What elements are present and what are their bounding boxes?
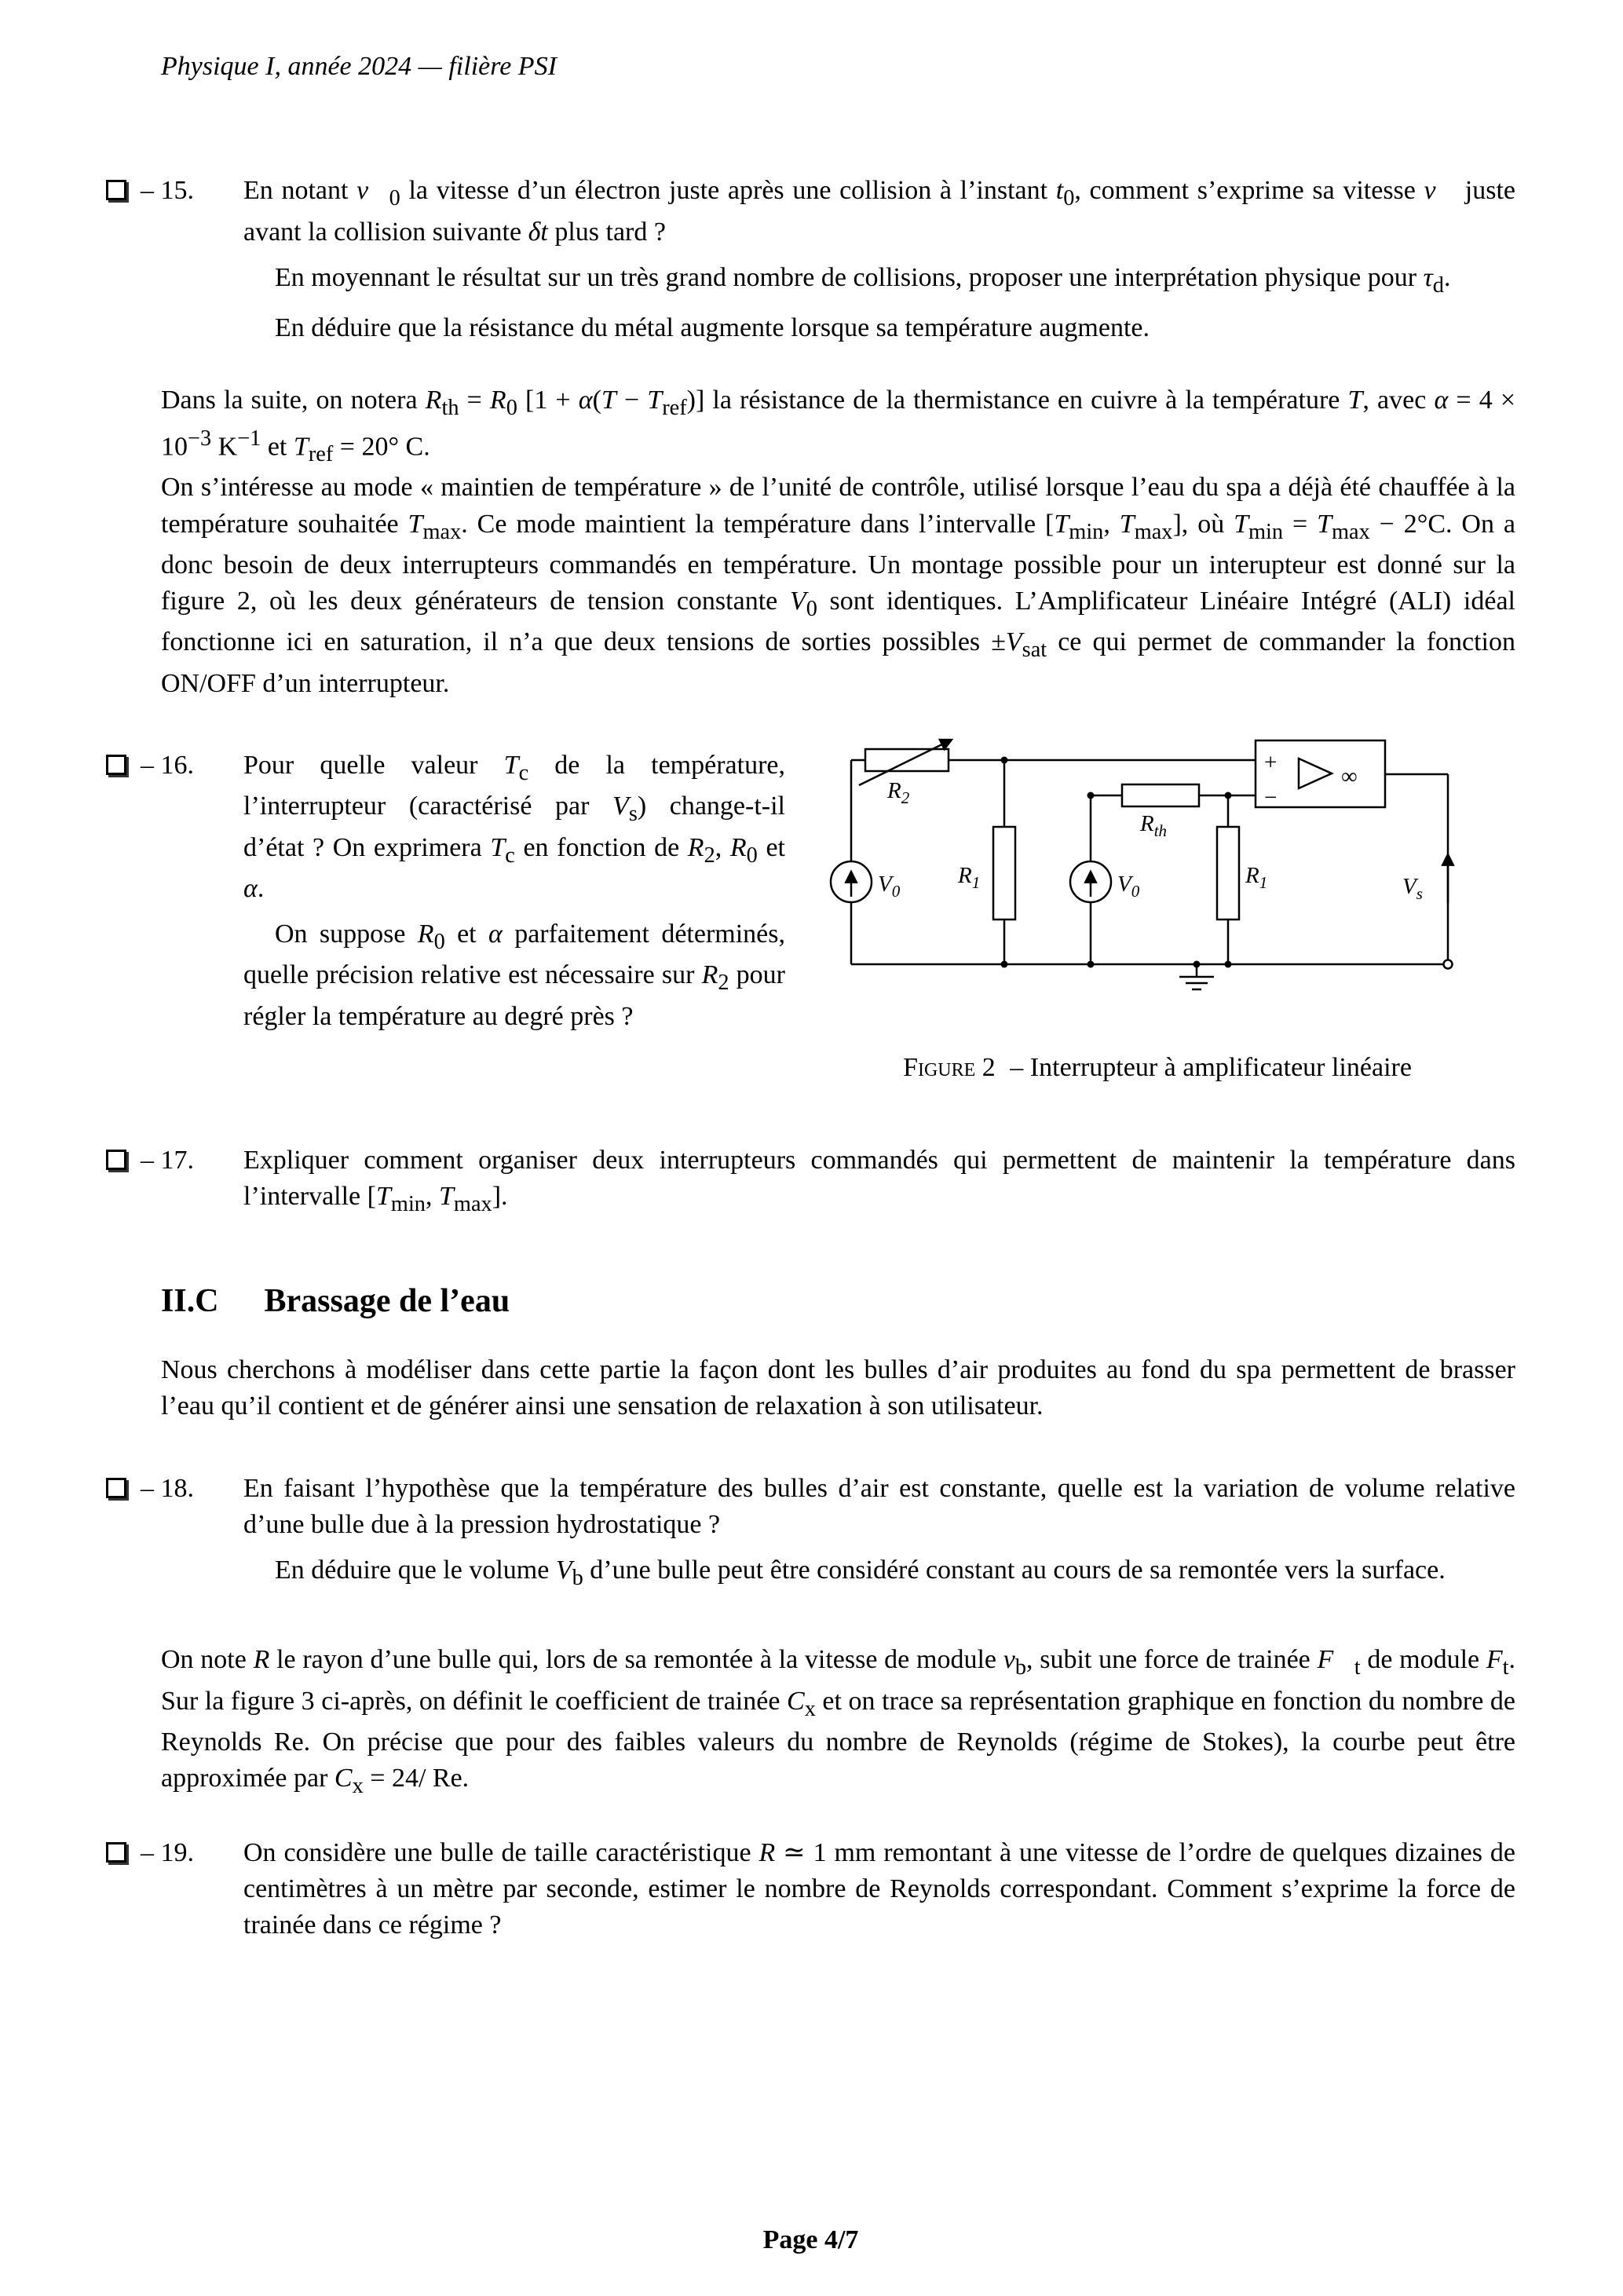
question-15-number: – 15. bbox=[141, 176, 194, 206]
circuit-figure bbox=[820, 737, 1495, 1007]
voltage-source-right bbox=[1070, 861, 1111, 902]
bubble-block bbox=[161, 1642, 1515, 1801]
checkbox-icon bbox=[106, 755, 126, 775]
checkbox-icon bbox=[106, 180, 126, 200]
brassage-block bbox=[161, 1352, 1515, 1424]
section-heading-iic bbox=[161, 1281, 1515, 1321]
opamp-plus-label: + bbox=[1264, 749, 1278, 775]
label-r2: $R_2$ bbox=[887, 777, 910, 807]
label-v0-right: $V_0$ bbox=[1117, 871, 1140, 901]
intro-block bbox=[161, 382, 1515, 702]
page-footer bbox=[106, 2191, 1515, 2258]
question-19 bbox=[106, 1835, 1515, 1944]
question-16-text-2: On suppose $R_0$ et α parfaitement déterminés, quelle précision relative est nécessaire sur $R_2$ pour régler la température au degré près ? bbox=[243, 919, 785, 1031]
question-15-text-2: En moyennant le résultat sur un très grand nombre de collisions, proposer une interprétation physique pour $\tau_d$. bbox=[275, 262, 1451, 298]
figure-2-caption bbox=[903, 1050, 1412, 1086]
checkbox-icon bbox=[106, 1842, 126, 1863]
question-15-body bbox=[243, 173, 1515, 346]
page-header bbox=[161, 49, 1515, 85]
question-19-text-1: On considère une bulle de taille caractéristique R ≃ 1 mm remontant à une vitesse de l’ordre de quelques dizaines de centimètres à un mètre par seconde, estimer le nombre de Reynolds correspondant. Comment s’exprime la force de trainée dans ce régime ? bbox=[243, 1837, 1515, 1940]
intro-paragraph-1: Dans la suite, on notera $R_{th} = R_0$ $[1 + \alpha(T - T_{ref})]$ la résistance de la thermistance en cuivre à la température T, avec $\alpha = 4 \times 10^{-3}$ $K^{-1}$ et $T_{ref} = 20^\circ$ C. bbox=[161, 386, 1515, 466]
label-rth: $R_{th}$ bbox=[1140, 810, 1168, 840]
question-15 bbox=[106, 173, 1515, 346]
question-15-text-1: En notant $v⃗_0$ la vitesse d’un électron juste après une collision à l’instant $t_0$, comment s’exprime sa vitesse v⃗ juste avant la collision suivante δt plus tard ? bbox=[243, 176, 1515, 247]
ground-icon bbox=[1179, 964, 1214, 989]
question-19-marker bbox=[106, 1835, 243, 1944]
question-16-text-1: Pour quelle valeur $T_c$ de la température, l’interrupteur (caractérisé par $V_s$) change-t-il d’état ? On exprimera $T_c$ en fonction de $R_2$, $R_0$ et α. bbox=[243, 750, 785, 903]
checkbox-icon bbox=[106, 1478, 126, 1498]
opamp-minus-label: − bbox=[1264, 784, 1278, 810]
question-18-body bbox=[243, 1471, 1515, 1594]
label-vs: $V_s$ bbox=[1402, 873, 1423, 903]
opamp bbox=[1256, 740, 1385, 810]
question-19-body bbox=[243, 1835, 1515, 1944]
bubble-paragraph: On note R le rayon d’une bulle qui, lors de sa remontée à la vitesse de module $v_b$, subit une force de trainée $F⃗_t$ de module $F_t$. Sur la figure 3 ci-après, on définit le coefficient de trainée $C_x$ et on trace sa représentation graphique en fonction du nombre de Reynolds Re. On précise que pour des faibles valeurs du nombre de Reynolds (régime de Stokes), la courbe peut être approximée par $C_x = 24/$ Re. bbox=[161, 1645, 1516, 1798]
brassage-paragraph: Nous cherchons à modéliser dans cette partie la façon dont les bulles d’air produites au fond du spa permettent de brasser l’eau qu’il contient et de générer ainsi une sensation de relaxation à son utilisateur. bbox=[161, 1355, 1515, 1421]
figure-2-caption-label: Figure 2 bbox=[903, 1052, 996, 1082]
question-15-text-3: En déduire que la résistance du métal augmente lorsque sa température augmente. bbox=[275, 313, 1150, 343]
header-title: Physique I, année 2024 — filière PSI bbox=[161, 52, 557, 81]
question-16-number: – 16. bbox=[141, 750, 194, 780]
page-number: Page 4/7 bbox=[762, 2225, 859, 2254]
question-17-number: – 17. bbox=[141, 1146, 194, 1175]
question-16-marker bbox=[106, 748, 243, 1086]
question-18-text-1: En faisant l’hypothèse que la température des bulles d’air est constante, quelle est la variation de volume relative d’une bulle due à la pression hydrostatique ? bbox=[243, 1473, 1515, 1539]
question-17-text-1: Expliquer comment organiser deux interrupteurs commandés qui permettent de maintenir la température dans l’intervalle [$T_{min}$, $T_{max}$]. bbox=[243, 1146, 1515, 1217]
label-v0-left: $V_0$ bbox=[878, 871, 901, 901]
opamp-infinity-label: ∞ bbox=[1341, 763, 1358, 789]
question-17-marker bbox=[106, 1143, 243, 1220]
figure-2 bbox=[799, 737, 1515, 1086]
checkbox-icon bbox=[106, 1150, 126, 1170]
section-number: II.C bbox=[161, 1282, 219, 1319]
question-16 bbox=[106, 748, 785, 1086]
question-18-text-2: En déduire que le volume $V_b$ d’une bulle peut être considéré constant au cours de sa remontée vers la surface. bbox=[275, 1556, 1446, 1590]
question-17-body bbox=[243, 1143, 1515, 1220]
output-terminal bbox=[1444, 960, 1453, 968]
intro-paragraph-2: On s’intéresse au mode « maintien de température » de l’unité de contrôle, utilisé lorsque l’eau du spa a déjà été chauffée à la température souhaitée $T_{max}$. Ce mode maintient la température dans l’intervalle [$T_{min}$, $T_{max}$], où $T_{min} = T_{max} - 2^\circ C$. On a donc besoin de deux interrupteurs commandés en température. Un montage possible pour un interupteur est donné sur la figure 2, où les deux générateurs de tension constante $V_0$ sont identiques. L’Amplificateur Linéaire Intégré (ALI) idéal fonctionne ici en saturation, il n’a que deux tensions de sorties possibles $\pm V_{sat}$ ce qui permet de commander la fonction ON/OFF d’un interrupteur. bbox=[161, 473, 1515, 698]
question-17 bbox=[106, 1143, 1515, 1220]
question-18-marker bbox=[106, 1471, 243, 1594]
question-18-number: – 18. bbox=[141, 1473, 194, 1503]
question-19-number: – 19. bbox=[141, 1837, 194, 1867]
figure-2-caption-text: – Interrupteur à amplificateur linéaire bbox=[1010, 1052, 1412, 1082]
label-r1-left: $R_1$ bbox=[958, 862, 981, 892]
resistor-rth bbox=[1122, 784, 1199, 806]
question-16-figure-row bbox=[106, 748, 1515, 1086]
question-18 bbox=[106, 1471, 1515, 1594]
section-title: Brassage de l’eau bbox=[264, 1282, 510, 1319]
resistor-r1-right bbox=[1217, 827, 1239, 919]
question-15-marker bbox=[106, 173, 243, 346]
voltage-source-left bbox=[831, 861, 872, 902]
variable-resistor-r2 bbox=[859, 740, 952, 785]
resistor-r1-left bbox=[993, 827, 1015, 919]
label-r1-right: $R_1$ bbox=[1245, 862, 1268, 892]
question-16-body bbox=[243, 748, 785, 1086]
